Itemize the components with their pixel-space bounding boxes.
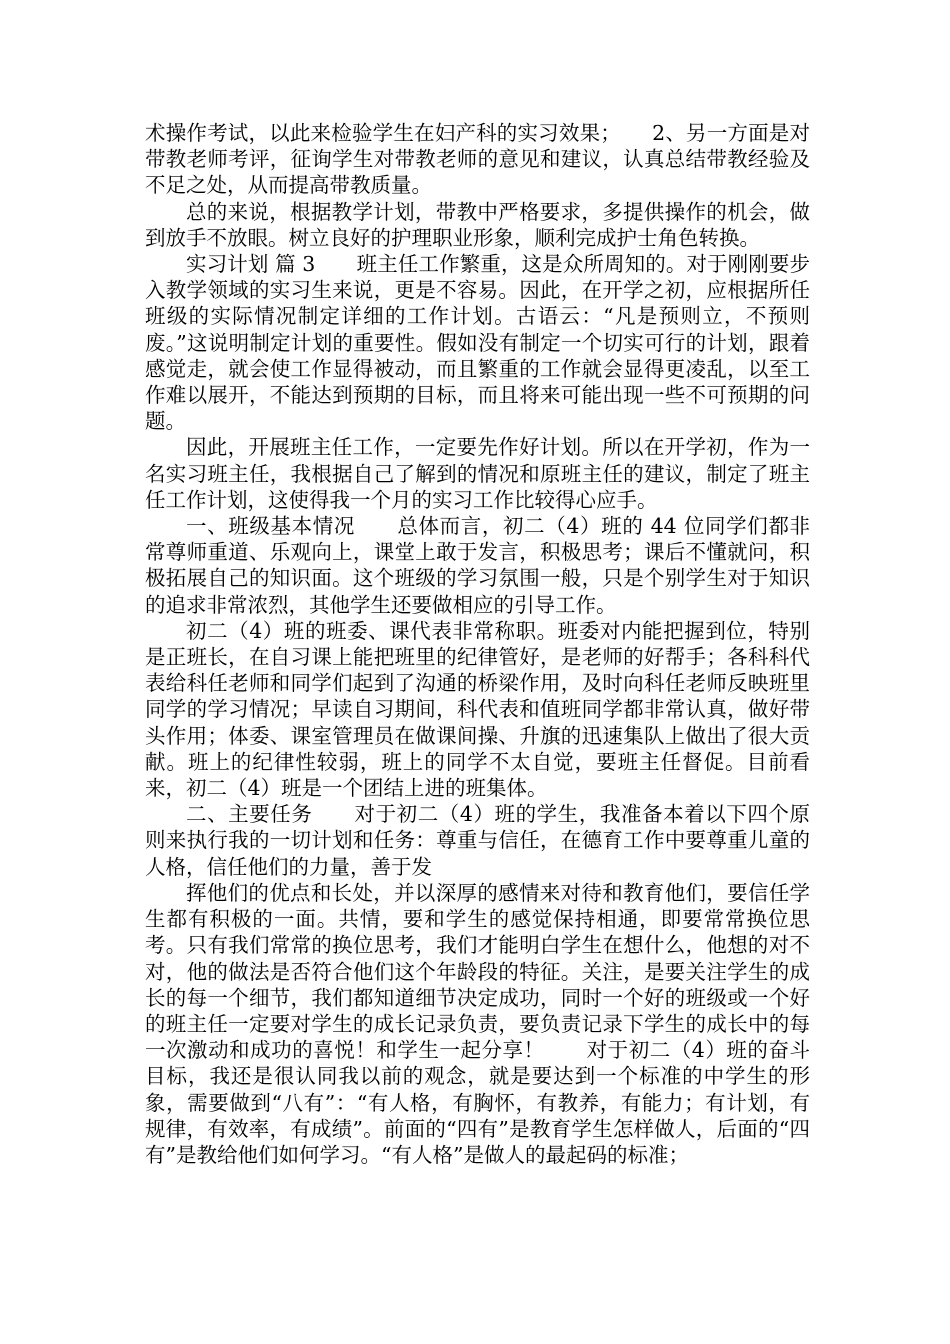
paragraph-2: 总的来说，根据教学计划，带教中严格要求，多提供操作的机会，做到放手不放眼。树立良好的护理职业形象，顺利完成护士角色转换。 bbox=[145, 199, 810, 250]
paragraph-1: 术操作考试，以此来检验学生在妇产科的实习效果； 2、另一方面是对带教老师考评，征询学生对带教老师的意见和建议，认真总结带教经验及不足之处，从而提高带教质量。 bbox=[145, 121, 810, 198]
paragraph-3: 实习计划 篇 3 班主任工作繁重，这是众所周知的。对于刚刚要步入教学领域的实习生来说，更是不容易。因此，在开学之初，应根据所任班级的实际情况制定详细的工作计划。古语云：“凡是预则立，不预则废。”这说明制定计划的重要性。假如没有制定一个切实可行的计划，跟着感觉走，就会使工作显得被动，而且繁重的工作就会显得更凌乱，以至工作难以展开，不能达到预期的目标，而且将来可能出现一些不可预期的问题。 bbox=[145, 252, 810, 434]
paragraph-7: 二、主要任务 对于初二（4）班的学生，我准备本着以下四个原则来执行我的一切计划和任务：尊重与信任，在德育工作中要尊重儿童的人格，信任他们的力量，善于发 bbox=[145, 802, 810, 879]
paragraph-6: 初二（4）班的班委、课代表非常称职。班委对内能把握到位，特别是正班长，在自习课上能把班里的纪律管好，是老师的好帮手；各科科代表给科任老师和同学们起到了沟通的桥梁作用，及时向科任老师反映班里同学的学习情况；早读自习期间，科代表和值班同学都非常认真，做好带头作用；体委、课室管理员在做课间操、升旗的迅速集队上做出了很大贡献。班上的纪律性较弱，班上的同学不太自觉，要班主任督促。目前看来，初二（4）班是一个团结上进的班集体。 bbox=[145, 618, 810, 801]
paragraph-5: 一、班级基本情况 总体而言，初二（4）班的 44 位同学们都非常尊师重道、乐观向上，课堂上敢于发言，积极思考；课后不懂就问，积极拓展自己的知识面。这个班级的学习氛围一般，只是个别学生对于知识的追求非常浓烈，其他学生还要做相应的引导工作。 bbox=[145, 514, 810, 617]
document-page bbox=[145, 120, 810, 1168]
paragraph-4: 因此，开展班主任工作，一定要先作好计划。所以在开学初，作为一名实习班主任，我根据自己了解到的情况和原班主任的建议，制定了班主任工作计划，这使得我一个月的实习工作比较得心应手。 bbox=[145, 435, 810, 512]
paragraph-8: 挥他们的优点和长处，并以深厚的感情来对待和教育他们，要信任学生都有积极的一面。共情，要和学生的感觉保持相通，即要常常换位思考。只有我们常常的换位思考，我们才能明白学生在想什么，他想的对不对，他的做法是否符合他们这个年龄段的特征。关注，是要关注学生的成长的每一个细节，我们都知道细节决定成功，同时一个好的班级或一个好的班主任一定要对学生的成长记录负责，要负责记录下学生的成长中的每一次激动和成功的喜悦！和学生一起分享！ 对于初二（4）班的奋斗目标，我还是很认同我以前的观念，就是要达到一个标准的中学生的形象，需要做到“八有”：“有人格，有胸怀，有教养，有能力；有计划，有规律，有效率，有成绩”。前面的“四有”是教育学生怎样做人，后面的“四有”是教给他们如何学习。“有人格”是做人的最起码的标准； bbox=[145, 880, 810, 1167]
